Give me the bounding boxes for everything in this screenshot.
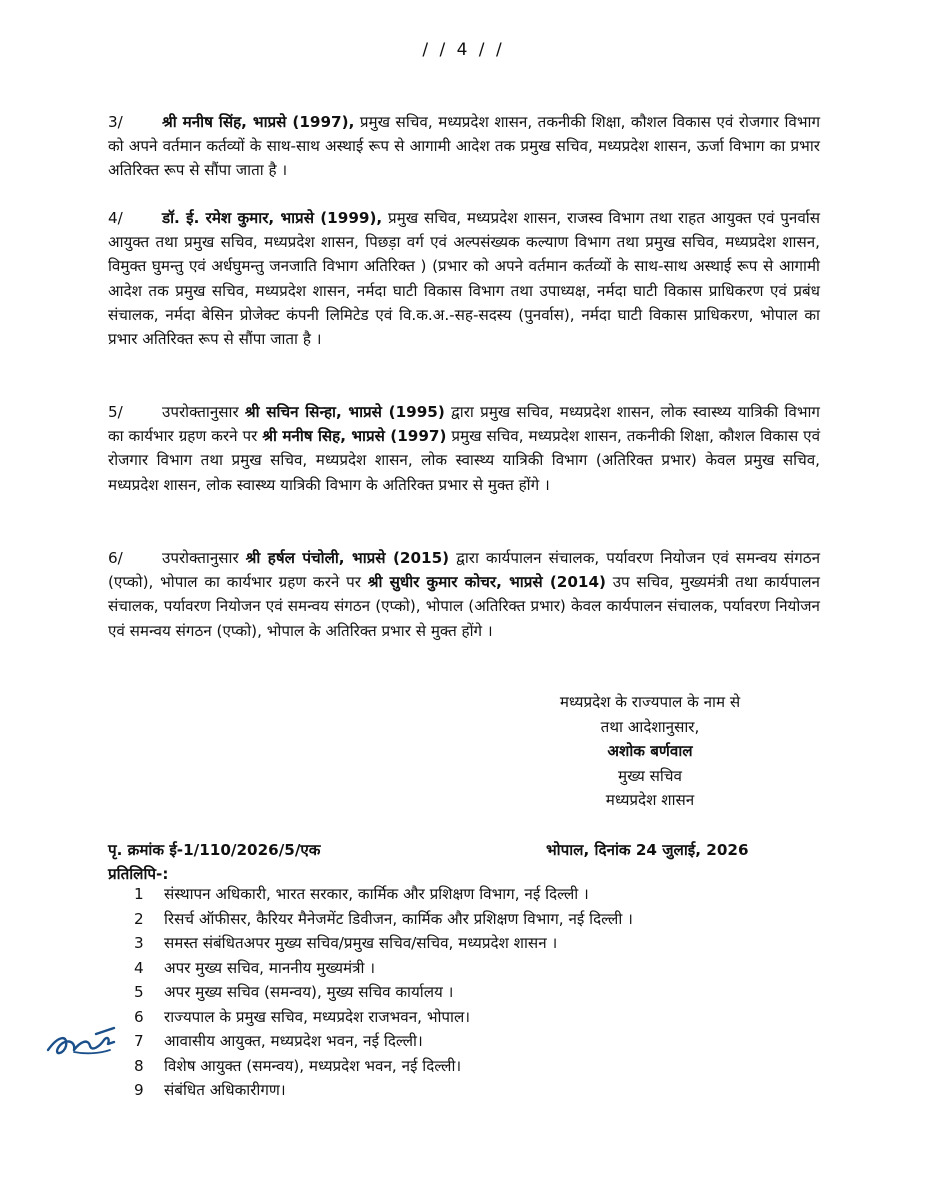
page-number: / / 4 / / xyxy=(422,40,505,60)
paragraph-text: प्रमुख सचिव, मध्यप्रदेश शासन, राजस्व विभाग तथा राहत आयुक्त एवं पुनर्वास आयुक्त तथा प्रमुख सचिव, मध्यप्रदेश शासन, पिछड़ा वर्ग एवं अल्पसंख्यक कल्याण विभाग तथा प्रमुख सचिव, मध्यप्रदेश शासन, विमुक्त घुमन्तु एवं अर्धघुमन्तु जनजाति विभाग अतिरिक्त ) (प्रभार को अपने वर्तमान कर्तव्यों के साथ-साथ अस्थाई रूप से आगामी आदेश तक प्रमुख सचिव, मध्यप्रदेश शासन, नर्मदा घाटी विकास विभाग तथा उपाध्यक्ष, नर्मदा घाटी विकास प्राधिकरण एवं प्रबंध संचालक, नर्मदा बेसिन प्रोजेक्ट कंपनी लिमिटेड एवं वि.क.अ.-सह-सदस्य (पुनर्वास), नर्मदा घाटी विकास प्राधिकरण, भोपाल का प्रभार अतिरिक्त रूप से सौंपा जाता है । xyxy=(108,209,820,349)
paragraph-text: उपरोक्तानुसार xyxy=(162,549,246,567)
paragraph-bold-text: डॉ. ई. रमेश कुमार, भाप्रसे (1999), xyxy=(162,209,383,227)
paragraph-bold-text: श्री सचिन सिन्हा, भाप्रसे (1995) xyxy=(244,403,445,421)
list-item-number: 4 xyxy=(134,958,144,977)
signature-line-2: तथा आदेशानुसार, xyxy=(600,717,700,736)
paragraph-5 xyxy=(108,400,820,497)
list-item-number: 6 xyxy=(134,1007,144,1026)
paragraph-text: प्रमुख सचिव, मध्यप्रदेश शासन, तकनीकी शिक्षा, कौशल विकास एवं रोजगार विभाग तथा प्रमुख सचिव, मध्यप्रदेश शासन, लोक स्वास्थ्य यात्रिकी विभाग (अतिरिक्त प्रभार) केवल प्रमुख सचिव, मध्यप्रदेश शासन, लोक स्वास्थ्य यात्रिकी विभाग के अतिरिक्त प्रभार से मुक्त होंगे । xyxy=(108,427,821,494)
list-item-text: राज्यपाल के प्रमुख सचिव, मध्यप्रदेश राजभवन, भोपाल। xyxy=(164,1007,471,1026)
paragraph-bold-text: श्री सुधीर कुमार कोचर, भाप्रसे (2014) xyxy=(367,573,606,592)
paragraph-number: 5/ xyxy=(108,403,123,421)
paragraph-number: 6/ xyxy=(108,549,123,567)
paragraph-bold-text: श्री मनीष सिंह, भाप्रसे (1997), xyxy=(162,113,355,131)
list-item-number: 3 xyxy=(134,934,144,952)
paragraph-bold-text: श्री मनीष सिह, भाप्रसे (1997) xyxy=(262,427,447,446)
copy-list xyxy=(134,882,814,1103)
paragraph-6 xyxy=(108,546,820,643)
reference-number: पृ. क्रमांक ई-1/110/2026/5/एक xyxy=(108,841,321,859)
handwritten-initials-icon xyxy=(44,1016,134,1064)
list-item-text: संस्थापन अधिकारी, भारत सरकार, कार्मिक और प्रशिक्षण विभाग, नई दिल्ली । xyxy=(164,885,589,903)
list-item xyxy=(134,1054,814,1079)
list-item-text: समस्त संबंधितअपर मुख्य सचिव/प्रमुख सचिव/सचिव, मध्यप्रदेश शासन । xyxy=(164,934,558,952)
signature-block xyxy=(520,690,780,813)
paragraph-text: उपरोक्तानुसार xyxy=(162,403,245,421)
list-item-text: अपर मुख्य सचिव (समन्वय), मुख्य सचिव कार्यालय । xyxy=(164,983,454,1001)
paragraph-number: 3/ xyxy=(108,113,123,131)
list-item-number: 9 xyxy=(134,1081,144,1099)
list-item xyxy=(134,1078,814,1103)
place-date: भोपाल, दिनांक 24 जुलाई, 2026 xyxy=(546,841,749,859)
list-item-number: 5 xyxy=(134,983,144,1001)
list-item-number: 7 xyxy=(134,1032,144,1050)
list-item-number: 8 xyxy=(134,1056,144,1075)
paragraph-bold-text: श्री हर्षल पंचोली, भाप्रसे (2015) xyxy=(245,549,450,567)
list-item-number: 2 xyxy=(134,909,144,928)
list-item xyxy=(134,980,814,1005)
list-item-text: संबंधित अधिकारीगण। xyxy=(164,1081,286,1099)
paragraph-text: उप सचिव, मुख्यमंत्री तथा कार्यपालन संचालक, पर्यावरण नियोजन एवं समन्वय संगठन (एप्को), भोपाल (अतिरिक्त प्रभार) केवल कार्यपालन संचालक, पर्यावरण नियोजन एवं समन्वय संगठन (एप्को), भोपाल के अतिरिक्त प्रभार से मुक्त होंगे । xyxy=(108,573,820,640)
signatory-designation: मुख्य सचिव xyxy=(618,766,682,785)
list-item xyxy=(134,907,814,932)
list-item-number: 1 xyxy=(134,885,144,903)
list-item-text: आवासीय आयुक्त, मध्यप्रदेश भवन, नई दिल्ली। xyxy=(164,1032,423,1050)
signature-line-1: मध्यप्रदेश के राज्यपाल के नाम से xyxy=(559,693,741,711)
list-item xyxy=(134,956,814,981)
paragraph-text: द्वारा प्रमुख सचिव, मध्यप्रदेश शासन, लोक स्वास्थ्य यात्रिकी विभाग का कार्यभार ग्रहण करने पर xyxy=(108,403,820,446)
list-item xyxy=(134,882,814,907)
list-item-text: विशेष आयुक्त (समन्वय), मध्यप्रदेश भवन, नई दिल्ली। xyxy=(164,1056,462,1075)
paragraph-number: 4/ xyxy=(108,209,123,227)
paragraph-text: द्वारा कार्यपालन संचालक, पर्यावरण नियोजन एवं समन्वय संगठन (एप्को), भोपाल का कार्यभार ग्रहण करने पर xyxy=(108,549,821,592)
reference-block xyxy=(108,838,820,886)
list-item-text: अपर मुख्य सचिव, माननीय मुख्यमंत्री । xyxy=(164,958,376,977)
list-item xyxy=(134,1005,814,1030)
list-item-text: रिसर्च ऑफीसर, कैरियर मैनेजमेंट डिवीजन, कार्मिक और प्रशिक्षण विभाग, नई दिल्ली । xyxy=(164,909,633,928)
copy-heading: प्रतिलिपि-: xyxy=(108,865,169,883)
signatory-name: अशोक बर्णवाल xyxy=(607,742,693,761)
signatory-office: मध्यप्रदेश शासन xyxy=(605,791,695,810)
paragraph-text: प्रमुख सचिव, मध्यप्रदेश शासन, तकनीकी शिक्षा, कौशल विकास एवं रोजगार विभाग को अपने वर्तमान कर्तव्यों के साथ-साथ अस्थाई रूप से आगामी आदेश तक प्रमुख सचिव, मध्यप्रदेश शासन, ऊर्जा विभाग का प्रभार अतिरिक्त रूप से सौंपा जाता है । xyxy=(108,113,820,180)
list-item xyxy=(134,931,814,956)
paragraph-4 xyxy=(108,206,820,351)
paragraph-3 xyxy=(108,110,820,183)
list-item xyxy=(134,1029,814,1054)
